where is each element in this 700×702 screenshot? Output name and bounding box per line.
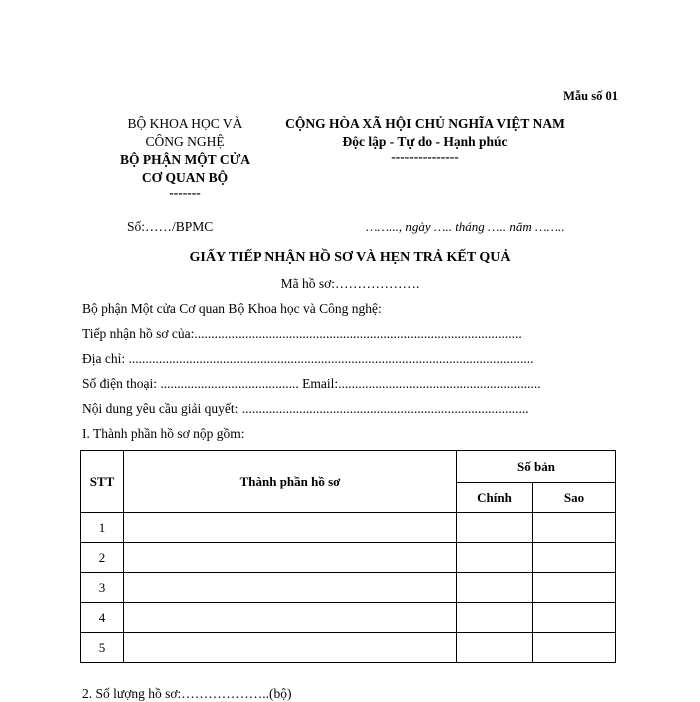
address-field: Địa chỉ: ........................................................................................................................: [82, 351, 534, 366]
copy-count-cell[interactable]: [533, 573, 616, 603]
form-code: Mẫu số 01: [563, 89, 618, 103]
copy-count-cell[interactable]: [533, 603, 616, 633]
document-name-cell[interactable]: [124, 543, 457, 573]
table-row: [81, 543, 616, 573]
header-stt: STT: [81, 451, 124, 513]
header-copy: Sao: [533, 483, 616, 513]
row-number: 4: [81, 603, 124, 633]
original-count-cell[interactable]: [457, 633, 533, 663]
department-field: Bộ phận Một cửa Cơ quan Bộ Khoa học và Công nghệ:: [82, 301, 382, 316]
row-number: 5: [81, 633, 124, 663]
date-line: ……..., ngày ….. tháng ….. năm ……..: [366, 219, 565, 234]
table-row: [81, 513, 616, 543]
page-title: GIẤY TIẾP NHẬN HỒ SƠ VÀ HẸN TRẢ KẾT QUẢ: [189, 250, 511, 265]
header-copies: Số bản: [457, 451, 616, 483]
left-header: [90, 115, 280, 199]
department-line-1: BỘ PHẬN MỘT CỬA: [119, 152, 251, 167]
section-1-heading: I. Thành phần hồ sơ nộp gồm:: [82, 426, 245, 441]
agency-line-1: BỘ KHOA HỌC VÀ: [127, 116, 243, 131]
file-code: Mã hồ sơ:……………….: [280, 276, 420, 291]
document-name-cell[interactable]: [124, 513, 457, 543]
original-count-cell[interactable]: [457, 573, 533, 603]
motto: Độc lập - Tự do - Hạnh phúc: [342, 134, 508, 149]
row-number: 2: [81, 543, 124, 573]
phone-email-field: Số điện thoại: ......................................... Email:............................................................: [82, 376, 541, 391]
copy-count-cell[interactable]: [533, 543, 616, 573]
document-name-cell[interactable]: [124, 633, 457, 663]
row-number: 1: [81, 513, 124, 543]
table-row: [81, 573, 616, 603]
original-count-cell[interactable]: [457, 603, 533, 633]
header-original: Chính: [457, 483, 533, 513]
left-divider: -------: [169, 185, 201, 200]
original-count-cell[interactable]: [457, 543, 533, 573]
document-name-cell[interactable]: [124, 573, 457, 603]
department-line-2: CƠ QUAN BỘ: [141, 170, 229, 185]
country-name: CỘNG HÒA XÃ HỘI CHỦ NGHĨA VIỆT NAM: [285, 116, 565, 131]
documents-table: [80, 450, 616, 663]
table-row: [81, 603, 616, 633]
right-divider: ---------------: [391, 149, 459, 164]
received-from-field: Tiếp nhận hồ sơ của:.................................................................................................: [82, 326, 522, 341]
copy-count-cell[interactable]: [533, 513, 616, 543]
original-count-cell[interactable]: [457, 513, 533, 543]
right-header: [270, 115, 580, 163]
table-row: [81, 633, 616, 663]
document-name-cell[interactable]: [124, 603, 457, 633]
row-number: 3: [81, 573, 124, 603]
copy-count-cell[interactable]: [533, 633, 616, 663]
quantity-line: 2. Số lượng hồ sơ:………………..(bộ): [82, 686, 292, 701]
agency-line-2: CÔNG NGHỆ: [145, 134, 225, 149]
header-document-name: Thành phần hồ sơ: [124, 451, 457, 513]
document-number: Số:……/BPMC: [127, 219, 214, 234]
request-content-field: Nội dung yêu cầu giải quyết: .....................................................................................: [82, 401, 529, 416]
